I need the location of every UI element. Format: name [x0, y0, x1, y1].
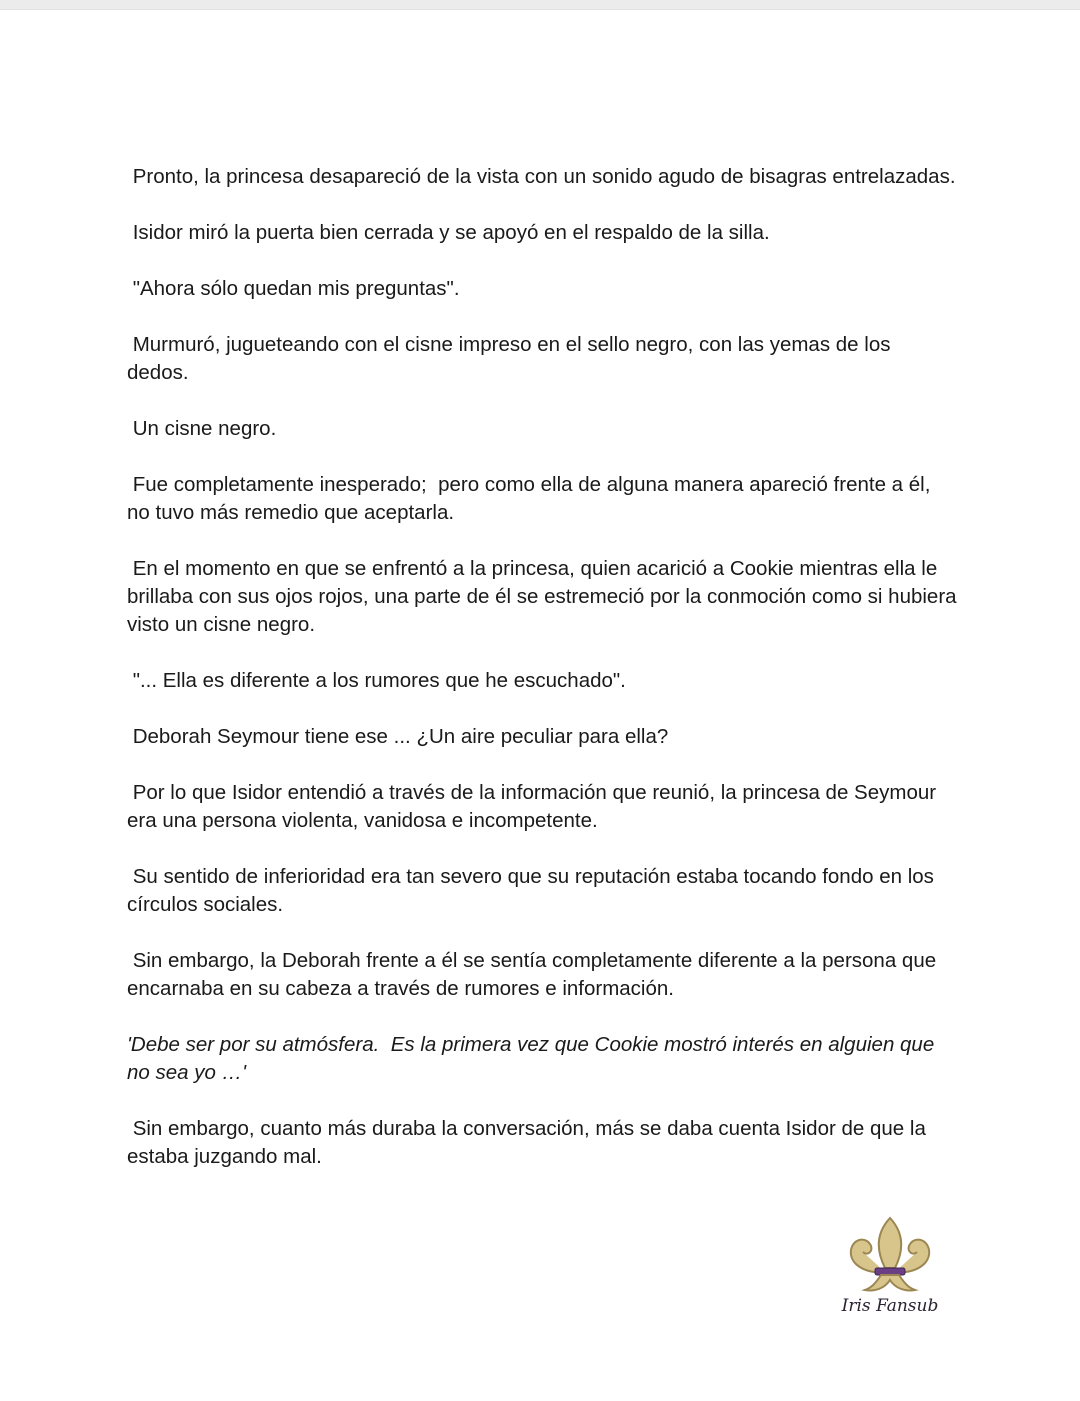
- paragraph: Fue completamente inesperado; pero como ella de alguna manera apareció frente a él, no tuvo más remedio que aceptarla.: [127, 473, 937, 524]
- fleur-de-lis-icon: [845, 1214, 935, 1296]
- paragraph: Su sentido de inferioridad era tan severo que su reputación estaba tocando fondo en los círculos sociales.: [127, 865, 940, 916]
- paragraph: Un cisne negro.: [127, 417, 277, 440]
- paragraph: Sin embargo, cuanto más duraba la conversación, más se daba cuenta Isidor de que la estaba juzgando mal.: [127, 1117, 932, 1168]
- paragraph: 'Debe ser por su atmósfera. Es la primera vez que Cookie mostró interés en alguien que no sea yo …': [127, 1033, 940, 1084]
- paragraph: Por lo que Isidor entendió a través de la información que reunió, la princesa de Seymour era una persona violenta, vanidosa e incompetente.: [127, 781, 942, 832]
- top-bar: [0, 0, 1080, 10]
- iris-fansub-logo: [830, 1214, 950, 1324]
- logo-text: Iris Fansub: [841, 1296, 939, 1316]
- document-body: [127, 163, 963, 1199]
- paragraph: Isidor miró la puerta bien cerrada y se apoyó en el respaldo de la silla.: [127, 221, 770, 244]
- paragraph: "Ahora sólo quedan mis preguntas".: [127, 277, 460, 300]
- paragraph: Sin embargo, la Deborah frente a él se sentía completamente diferente a la persona que encarnaba en su cabeza a través de rumores e información.: [127, 949, 942, 1000]
- paragraph: Deborah Seymour tiene ese ... ¿Un aire peculiar para ella?: [127, 725, 669, 748]
- paragraph: Pronto, la princesa desapareció de la vista con un sonido agudo de bisagras entrelazadas.: [127, 165, 956, 188]
- paragraph: En el momento en que se enfrentó a la princesa, quien acarició a Cookie mientras ella le brillaba con sus ojos rojos, una parte de él se estremeció por la conmoción como si hubiera visto un cisne negro.: [127, 557, 963, 636]
- paragraph: "... Ella es diferente a los rumores que he escuchado".: [127, 669, 626, 692]
- paragraph: Murmuró, jugueteando con el cisne impreso en el sello negro, con las yemas de los dedos.: [127, 333, 897, 384]
